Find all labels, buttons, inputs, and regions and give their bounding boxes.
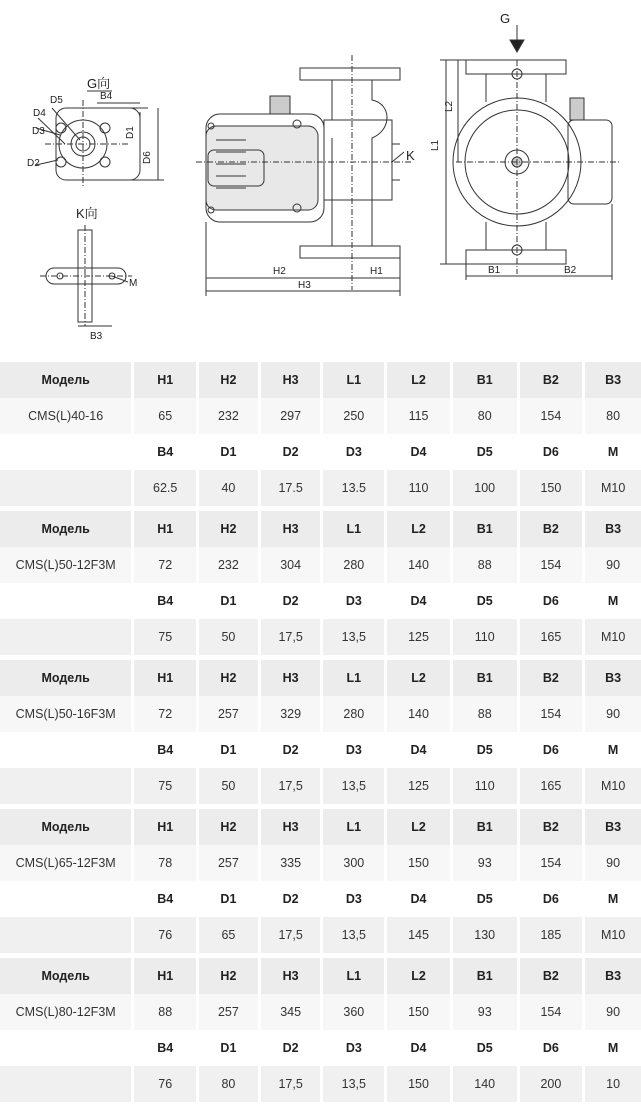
value-cell: 17.5 xyxy=(261,470,321,506)
value-cell: 76 xyxy=(134,917,196,953)
header-cell: L1 xyxy=(323,958,384,994)
header-cell: D2 xyxy=(261,881,321,917)
header-cell: B1 xyxy=(453,809,517,845)
value-cell: 150 xyxy=(520,470,583,506)
header-cell: H2 xyxy=(199,660,258,696)
value-cell: 10 xyxy=(585,1066,641,1102)
header-cell: D4 xyxy=(387,881,450,917)
value-cell: 40 xyxy=(199,470,258,506)
header-cell: B1 xyxy=(453,958,517,994)
header-cell: B4 xyxy=(134,583,196,619)
header-cell: D5 xyxy=(453,1030,517,1066)
value-cell: 93 xyxy=(453,845,517,881)
value-cell: 280 xyxy=(323,547,384,583)
header-cell: D1 xyxy=(199,1030,258,1066)
value-cell: 150 xyxy=(387,1066,450,1102)
header-cell: M xyxy=(585,583,641,619)
value-cell: M10 xyxy=(585,768,641,804)
value-cell: 65 xyxy=(199,917,258,953)
value-cell: 78 xyxy=(134,845,196,881)
value-row xyxy=(0,470,641,506)
model-block xyxy=(0,958,641,1102)
label-b1: B1 xyxy=(488,265,501,276)
header-cell: B1 xyxy=(453,660,517,696)
value-cell: 154 xyxy=(520,845,583,881)
value-cell: 13,5 xyxy=(323,768,384,804)
header-cell: L1 xyxy=(323,809,384,845)
header-cell: H3 xyxy=(261,362,321,398)
header-model: Модель xyxy=(0,809,131,845)
header-cell: H3 xyxy=(261,958,321,994)
model-name: CMS(L)50-16F3M xyxy=(0,696,131,732)
header-cell: B4 xyxy=(134,881,196,917)
header-cell: B4 xyxy=(134,434,196,470)
model-name: CMS(L)65-12F3M xyxy=(0,845,131,881)
empty-cell xyxy=(0,1066,131,1102)
label-g-arrow: G xyxy=(500,11,511,26)
value-cell: 88 xyxy=(453,696,517,732)
value-cell: 80 xyxy=(199,1066,258,1102)
header-cell: M xyxy=(585,881,641,917)
value-cell: 50 xyxy=(199,619,258,655)
header-cell: M xyxy=(585,732,641,768)
header-cell: L1 xyxy=(323,511,384,547)
header-cell: L2 xyxy=(387,809,450,845)
value-cell: 88 xyxy=(134,994,196,1030)
value-cell: 125 xyxy=(387,619,450,655)
value-cell: 250 xyxy=(323,398,384,434)
value-cell: 329 xyxy=(261,696,321,732)
header-cell: L2 xyxy=(387,958,450,994)
value-cell: 76 xyxy=(134,1066,196,1102)
label-h3: H3 xyxy=(298,280,311,291)
value-cell: 100 xyxy=(453,470,517,506)
header-cell: H1 xyxy=(134,362,196,398)
header-cell: B1 xyxy=(453,511,517,547)
value-cell: 165 xyxy=(520,768,583,804)
header-cell: D1 xyxy=(199,881,258,917)
header-row xyxy=(0,958,641,994)
value-cell: 145 xyxy=(387,917,450,953)
header-cell: L1 xyxy=(323,660,384,696)
label-k-arrow: K xyxy=(406,148,415,163)
value-cell: 65 xyxy=(134,398,196,434)
value-cell: 140 xyxy=(453,1066,517,1102)
value-cell: 62.5 xyxy=(134,470,196,506)
value-row xyxy=(0,768,641,804)
header-cell: L2 xyxy=(387,511,450,547)
g-view-title: G向 xyxy=(87,76,111,91)
header-model: Модель xyxy=(0,958,131,994)
header-row xyxy=(0,362,641,398)
label-l1: L1 xyxy=(430,139,441,151)
value-cell: 140 xyxy=(387,547,450,583)
value-cell: M10 xyxy=(585,619,641,655)
value-cell: 13,5 xyxy=(323,917,384,953)
value-cell: 110 xyxy=(387,470,450,506)
header-cell: D3 xyxy=(323,881,384,917)
value-row xyxy=(0,696,641,732)
header-cell: D3 xyxy=(323,583,384,619)
value-cell: 17,5 xyxy=(261,1066,321,1102)
value-cell: 88 xyxy=(453,547,517,583)
value-cell: 90 xyxy=(585,547,641,583)
value-cell: 110 xyxy=(453,768,517,804)
label-d3: D3 xyxy=(32,126,45,137)
header-cell: H3 xyxy=(261,511,321,547)
value-cell: 154 xyxy=(520,696,583,732)
header-cell: B2 xyxy=(520,660,583,696)
header-cell: D1 xyxy=(199,732,258,768)
value-cell: 130 xyxy=(453,917,517,953)
header-cell: H2 xyxy=(199,958,258,994)
header-cell: H1 xyxy=(134,660,196,696)
value-cell: 13,5 xyxy=(323,619,384,655)
value-cell: 200 xyxy=(520,1066,583,1102)
model-block xyxy=(0,660,641,804)
value-row xyxy=(0,1066,641,1102)
header-cell: H1 xyxy=(134,958,196,994)
value-cell: 257 xyxy=(199,994,258,1030)
header-cell: H2 xyxy=(199,362,258,398)
empty-cell xyxy=(0,768,131,804)
value-cell: 140 xyxy=(387,696,450,732)
value-cell: 297 xyxy=(261,398,321,434)
header-row xyxy=(0,660,641,696)
value-row xyxy=(0,994,641,1030)
header-cell: D1 xyxy=(199,583,258,619)
value-cell: 13.5 xyxy=(323,470,384,506)
header-cell: D2 xyxy=(261,1030,321,1066)
header-cell: D5 xyxy=(453,583,517,619)
empty-cell xyxy=(0,732,131,768)
header-cell: D3 xyxy=(323,434,384,470)
header-cell: D2 xyxy=(261,434,321,470)
label-h2: H2 xyxy=(273,266,286,277)
value-cell: 17,5 xyxy=(261,768,321,804)
value-cell: 90 xyxy=(585,845,641,881)
header-row xyxy=(0,1030,641,1066)
header-cell: D1 xyxy=(199,434,258,470)
header-cell: B4 xyxy=(134,732,196,768)
header-cell: L1 xyxy=(323,362,384,398)
value-cell: 165 xyxy=(520,619,583,655)
value-cell: 90 xyxy=(585,696,641,732)
header-cell: B3 xyxy=(585,362,641,398)
value-cell: 90 xyxy=(585,994,641,1030)
value-cell: 72 xyxy=(134,696,196,732)
header-cell: M xyxy=(585,1030,641,1066)
value-cell: 300 xyxy=(323,845,384,881)
value-cell: 93 xyxy=(453,994,517,1030)
value-cell: 345 xyxy=(261,994,321,1030)
header-cell: D4 xyxy=(387,1030,450,1066)
value-row xyxy=(0,619,641,655)
value-cell: 232 xyxy=(199,547,258,583)
side-view-pump xyxy=(196,55,415,296)
header-cell: M xyxy=(585,434,641,470)
label-d4: D4 xyxy=(33,108,46,119)
header-cell: B2 xyxy=(520,362,583,398)
header-cell: B2 xyxy=(520,958,583,994)
label-b4: B4 xyxy=(100,91,113,102)
header-model: Модель xyxy=(0,660,131,696)
value-cell: 304 xyxy=(261,547,321,583)
dimensions-table xyxy=(0,362,641,1107)
header-cell: D4 xyxy=(387,732,450,768)
header-cell: H1 xyxy=(134,809,196,845)
label-b3: B3 xyxy=(90,331,103,342)
header-cell: H3 xyxy=(261,660,321,696)
label-l2: L2 xyxy=(444,100,455,112)
header-row xyxy=(0,434,641,470)
header-cell: D6 xyxy=(520,732,583,768)
header-cell: L2 xyxy=(387,362,450,398)
value-cell: 360 xyxy=(323,994,384,1030)
label-m: M xyxy=(129,278,138,289)
technical-drawing xyxy=(0,0,641,342)
model-name: CMS(L)40-16 xyxy=(0,398,131,434)
value-cell: 150 xyxy=(387,845,450,881)
header-cell: D2 xyxy=(261,583,321,619)
header-cell: L2 xyxy=(387,660,450,696)
empty-cell xyxy=(0,881,131,917)
value-row xyxy=(0,398,641,434)
header-cell: D3 xyxy=(323,732,384,768)
value-cell: 257 xyxy=(199,696,258,732)
header-cell: D5 xyxy=(453,732,517,768)
value-cell: 75 xyxy=(134,768,196,804)
value-cell: 115 xyxy=(387,398,450,434)
value-cell: 80 xyxy=(453,398,517,434)
value-cell: 13,5 xyxy=(323,1066,384,1102)
value-cell: 80 xyxy=(585,398,641,434)
header-cell: D5 xyxy=(453,434,517,470)
header-cell: D6 xyxy=(520,1030,583,1066)
value-cell: 257 xyxy=(199,845,258,881)
header-cell: B1 xyxy=(453,362,517,398)
label-d2: D2 xyxy=(27,158,40,169)
header-cell: H3 xyxy=(261,809,321,845)
header-cell: B3 xyxy=(585,809,641,845)
header-cell: H2 xyxy=(199,511,258,547)
value-cell: 154 xyxy=(520,398,583,434)
header-cell: B3 xyxy=(585,958,641,994)
header-cell: H1 xyxy=(134,511,196,547)
value-cell: 75 xyxy=(134,619,196,655)
header-row xyxy=(0,511,641,547)
model-block xyxy=(0,511,641,655)
header-cell: D4 xyxy=(387,434,450,470)
empty-cell xyxy=(0,434,131,470)
header-row xyxy=(0,583,641,619)
value-cell: 154 xyxy=(520,547,583,583)
value-cell: M10 xyxy=(585,917,641,953)
g-view-flange xyxy=(27,76,164,188)
value-cell: 150 xyxy=(387,994,450,1030)
empty-cell xyxy=(0,470,131,506)
header-row xyxy=(0,881,641,917)
label-d1: D1 xyxy=(125,126,136,139)
value-cell: 72 xyxy=(134,547,196,583)
value-cell: 280 xyxy=(323,696,384,732)
empty-cell xyxy=(0,583,131,619)
front-view-pump xyxy=(430,11,620,280)
header-cell: B4 xyxy=(134,1030,196,1066)
value-cell: 17,5 xyxy=(261,619,321,655)
header-cell: B2 xyxy=(520,809,583,845)
value-row xyxy=(0,917,641,953)
header-model: Модель xyxy=(0,511,131,547)
header-cell: B2 xyxy=(520,511,583,547)
k-view-title: K向 xyxy=(76,206,98,221)
header-cell: D6 xyxy=(520,434,583,470)
model-name: CMS(L)80-12F3M xyxy=(0,994,131,1030)
value-cell: 17,5 xyxy=(261,917,321,953)
label-d6: D6 xyxy=(142,151,153,164)
header-cell: D3 xyxy=(323,1030,384,1066)
header-row xyxy=(0,732,641,768)
value-cell: 232 xyxy=(199,398,258,434)
k-view-cross xyxy=(40,206,137,342)
label-d5: D5 xyxy=(50,95,63,106)
model-name: CMS(L)50-12F3M xyxy=(0,547,131,583)
label-h1: H1 xyxy=(370,266,383,277)
header-cell: H2 xyxy=(199,809,258,845)
header-cell: D6 xyxy=(520,583,583,619)
header-row xyxy=(0,809,641,845)
header-model: Модель xyxy=(0,362,131,398)
header-cell: D6 xyxy=(520,881,583,917)
header-cell: D2 xyxy=(261,732,321,768)
label-b2: B2 xyxy=(564,265,577,276)
value-cell: 110 xyxy=(453,619,517,655)
value-cell: 185 xyxy=(520,917,583,953)
header-cell: B3 xyxy=(585,660,641,696)
value-row xyxy=(0,547,641,583)
value-cell: 154 xyxy=(520,994,583,1030)
value-cell: 125 xyxy=(387,768,450,804)
model-block xyxy=(0,809,641,953)
empty-cell xyxy=(0,619,131,655)
header-cell: B3 xyxy=(585,511,641,547)
header-cell: D5 xyxy=(453,881,517,917)
value-cell: 335 xyxy=(261,845,321,881)
value-cell: M10 xyxy=(585,470,641,506)
empty-cell xyxy=(0,917,131,953)
header-cell: D4 xyxy=(387,583,450,619)
value-cell: 50 xyxy=(199,768,258,804)
model-block xyxy=(0,362,641,506)
value-row xyxy=(0,845,641,881)
empty-cell xyxy=(0,1030,131,1066)
